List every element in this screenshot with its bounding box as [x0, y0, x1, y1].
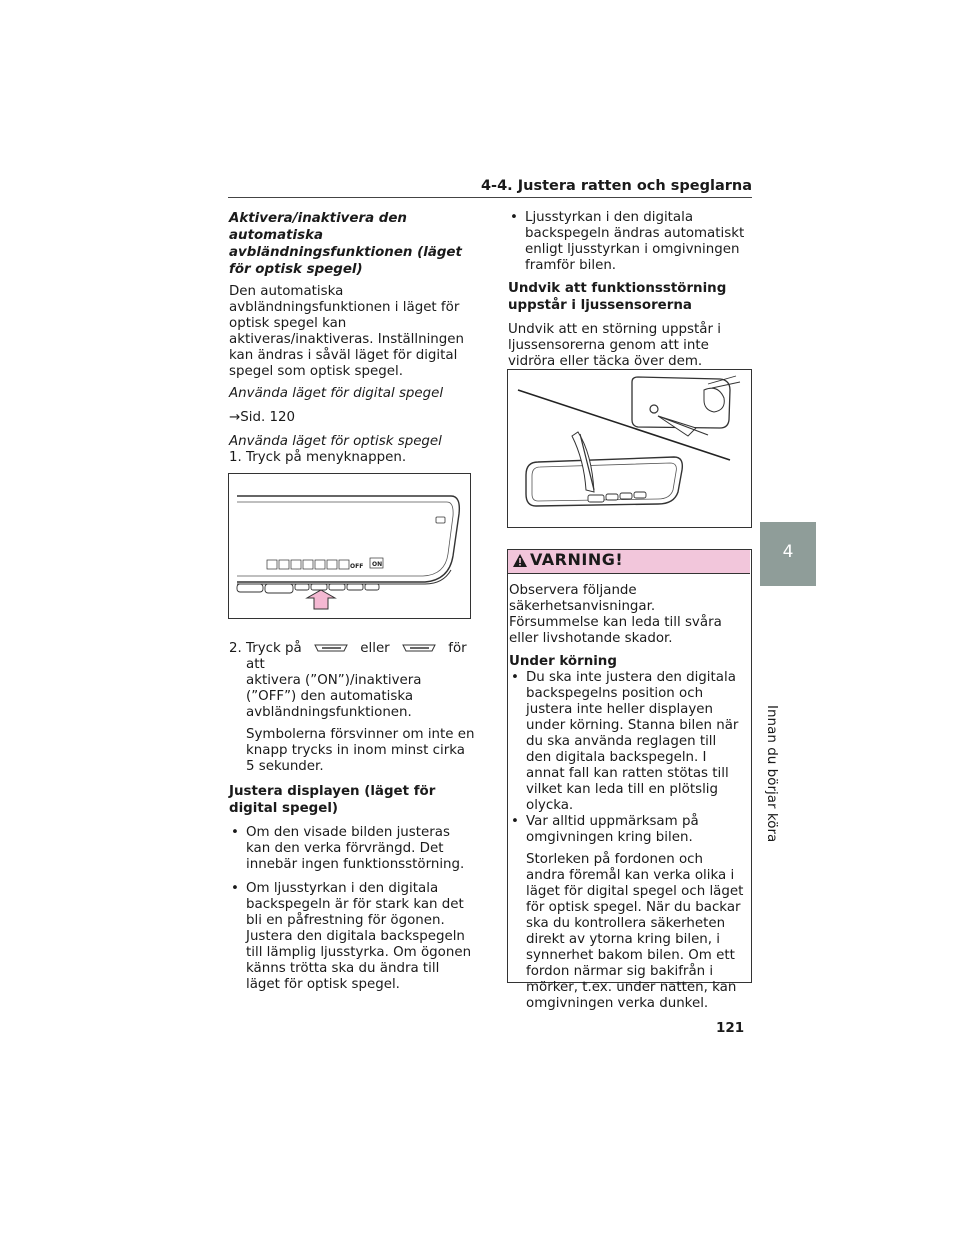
section-title: 4-4. Justera ratten och speglarna [480, 178, 752, 194]
warning-intro: Observera följande säkerhetsanvisningar. Försummelse kan leda till svåra eller livshotande skador. [509, 583, 722, 646]
sensor-paragraph: Undvik att en störning uppstår i ljussensorerna genom att inte vidröra eller täcka över dem. [508, 322, 721, 369]
list-item: • Om ljusstyrkan i den digitala backspegeln är för stark kan det bli en påfrestning för ögonen. Justera den digitala backspegeln till lämplig ljusstyrka. Om ögonen känns trötta ska du ändra till läget för optisk spegel. [229, 881, 475, 993]
mirror-menu-figure [228, 473, 471, 619]
adjust-heading: Justera displayen (läget för digital spegel) [229, 784, 436, 816]
intro-paragraph: Den automatiska avbländningsfunktionen i läget för optisk spegel kan aktiveras/inaktiveras. Inställningen kan ändras i såväl läget för digital spegel som optisk spegel. [229, 284, 465, 379]
figure-label-off: OFF [350, 563, 364, 570]
light-sensor-figure [507, 369, 752, 528]
step-2-prefix: Tryck på [246, 641, 302, 656]
mirror-button-icon [402, 643, 436, 653]
optical-mode-label: Använda läget för optisk spegel [229, 434, 442, 449]
list-item: • Om den visade bilden justeras kan den verka förvrängd. Det innebär ingen funktionsstörning. [229, 825, 475, 873]
left-column [229, 210, 475, 488]
list-item: • Var alltid uppmärksam på omgivningen kring bilen. [509, 814, 745, 846]
sensor-heading: Undvik att funktionsstörning uppstår i ljussensorerna [508, 281, 727, 313]
right-column [508, 210, 750, 370]
step-2-text: aktivera (”ON”)/inaktivera (”OFF”) den automatiska avbländningsfunktionen. [246, 673, 422, 720]
list-item: • Ljusstyrkan i den digitala backspegeln ändras automatiskt enligt ljusstyrkan i omgivningen framför bilen. [508, 210, 750, 274]
step-2-or: eller [360, 641, 390, 656]
section-heading: Aktivera/inaktivera den automatiska avbländningsfunktionen (läget för optisk spegel) [229, 211, 462, 277]
step-2-suffix: för att [246, 641, 467, 672]
step-2 [229, 641, 475, 721]
warning-body [509, 583, 745, 1012]
mirror-menu-illustration [229, 474, 470, 618]
mirror-button-icon [314, 643, 348, 653]
step-1-text: Tryck på menyknappen. [246, 450, 407, 465]
warning-triangle-icon [512, 553, 528, 569]
left-column-lower [229, 641, 475, 993]
figure-label-on: ON [372, 561, 383, 568]
warning-bullet-continuation: Storleken på fordonen och andra föremål kan verka olika i läget för digital spegel och läget för optisk spegel. När du backar ska du kontrollera säkerheten direkt av ytorna kring bilen, i synnerhet bakom bilen. Om ett fordon närmar sig bakifrån i mörker, t.ex. under natten, kan omgivningen verka dunkel. [526, 852, 744, 1011]
step-2-subtext: Symbolerna försvinner om inte en knapp trycks in inom minst cirka 5 sekunder. [246, 727, 475, 774]
list-item: • Du ska inte justera den digitala backspegelns position och justera inte heller displayen under körning. Stanna bilen när du ska använda reglagen till den digitala backspegeln. I annat fall kan ratten stötas till vilket kan leda till en plötslig olycka. [509, 670, 745, 814]
page-number: 121 [716, 1020, 745, 1036]
page-reference: →Sid. 120 [229, 410, 296, 425]
warning-title: VARNING! [530, 550, 624, 569]
light-sensor-illustration [508, 370, 751, 527]
header-rule [228, 197, 752, 198]
warning-subheading: Under körning [509, 654, 617, 669]
step-1 [229, 450, 475, 466]
step-2-number: 2. [229, 641, 242, 656]
step-1-number: 1. [229, 450, 242, 465]
chapter-title: Innan du börjar köra [764, 705, 780, 843]
chapter-number: 4 [782, 542, 794, 562]
digital-mode-label: Använda läget för digital spegel [229, 386, 444, 401]
